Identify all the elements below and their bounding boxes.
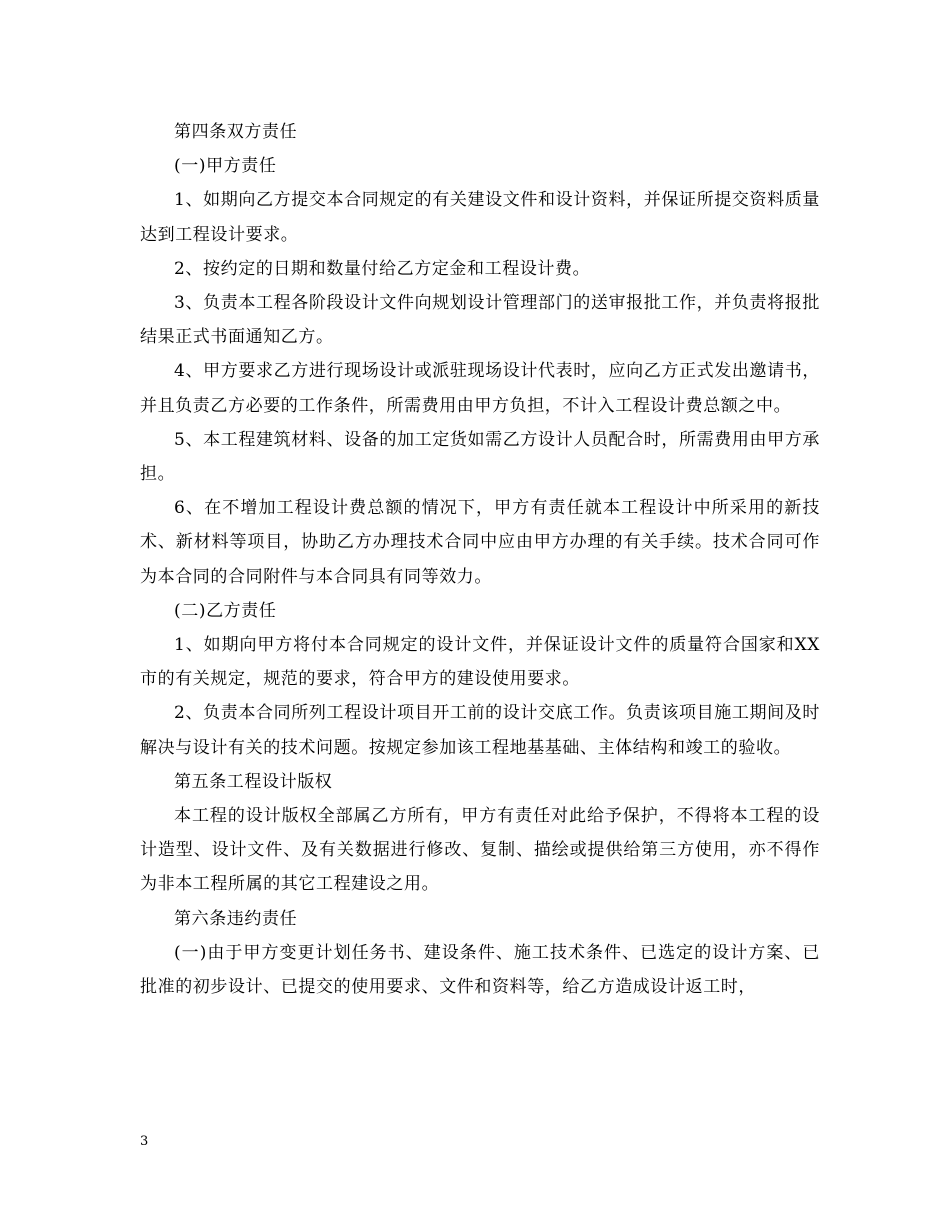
section-heading-5: 第五条工程设计版权: [174, 771, 333, 792]
paragraph: 2、负责本合同所列工程设计项目开工前的设计交底工作。负责该项目施工期间及时解决与设计有关的技术问题。按规定参加该工程地基基础、主体结构和竣工的验收。: [140, 703, 820, 758]
paragraph: 4、甲方要求乙方进行现场设计或派驻现场设计代表时，应向乙方正式发出邀请书，并且负责乙方必要的工作条件，所需费用由甲方负担，不计入工程设计费总额之中。: [140, 361, 820, 416]
paragraph: 6、在不增加工程设计费总额的情况下，甲方有责任就本工程设计中所采用的新技术、新材料等项目，协助乙方办理技术合同中应由甲方办理的有关手续。技术合同可作为本合同的合同附件与本合同具有同等效力。: [140, 498, 820, 587]
section-heading-4: 第四条双方责任: [174, 122, 298, 142]
paragraph: (一)由于甲方变更计划任务书、建设条件、施工技术条件、已选定的设计方案、已批准的初步设计、已提交的使用要求、文件和资料等，给乙方造成设计返工时，: [140, 942, 820, 998]
page-number: 3: [140, 1134, 149, 1149]
paragraph: 2、按约定的日期和数量付给乙方定金和工程设计费。: [174, 258, 591, 279]
subsection-heading-party-b: (二)乙方责任: [174, 600, 277, 621]
paragraph: 1、如期向乙方提交本合同规定的有关建设文件和设计资料，并保证所提交资料质量达到工程设计要求。: [140, 190, 820, 245]
paragraph: 5、本工程建筑材料、设备的加工定货如需乙方设计人员配合时，所需费用由甲方承担。: [140, 429, 820, 485]
paragraph: 1、如期向甲方将付本合同规定的设计文件，并保证设计文件的质量符合国家和XX市的有关规定，规范的要求，符合甲方的建设使用要求。: [140, 635, 820, 690]
subsection-heading-party-a: (一)甲方责任: [174, 156, 277, 177]
paragraph: 本工程的设计版权全部属乙方所有，甲方有责任对此给予保护，不得将本工程的设计造型、设计文件、及有关数据进行修改、复制、描绘或提供给第三方使用，亦不得作为非本工程所属的其它工程建设之用。: [140, 806, 820, 895]
paragraph: 3、负责本工程各阶段设计文件向规划设计管理部门的送审报批工作，并负责将报批结果正式书面通知乙方。: [140, 293, 820, 348]
section-heading-6: 第六条违约责任: [174, 908, 298, 929]
document-body: [140, 115, 820, 1004]
